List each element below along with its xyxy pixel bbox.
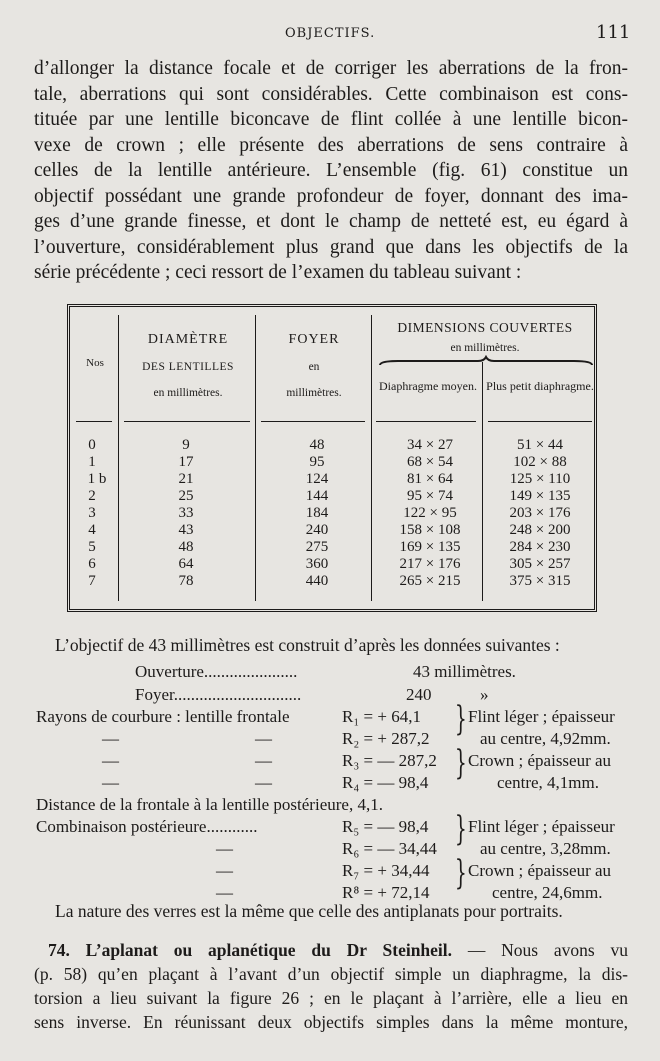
text-line: tituée par une lentille biconcave de flint collée à une lentille bicon-: [34, 109, 628, 130]
ditto-dash: —: [216, 839, 233, 858]
note-flint-3a: Flint léger ; épaisseur: [468, 817, 615, 836]
cell-moyen: 68 × 54: [407, 454, 453, 470]
cell-diametre: 48: [178, 539, 194, 555]
text-line: ges d’une grande finesse, et dont le champ de netteté est, eu égard à: [34, 211, 628, 232]
cell-petit: 51 × 44: [517, 437, 563, 453]
text-line: série précédente ; ceci ressort de l’examen du tableau suivant :: [34, 262, 522, 283]
cell-diametre: 21: [178, 471, 194, 487]
cell-moyen: 81 × 64: [407, 471, 453, 487]
cell-diametre: 25: [178, 488, 194, 504]
ditto-dash: —: [255, 751, 272, 770]
cell-petit: 125 × 110: [509, 471, 571, 487]
radius-r5: R₅ = — 98,4: [342, 817, 429, 836]
note-crown-4b: centre, 24,6mm.: [492, 883, 603, 902]
header-rule: [76, 421, 112, 422]
text-line: [34, 938, 628, 962]
cell-petit: 375 × 315: [509, 573, 571, 589]
intro-paragraph: [34, 56, 628, 286]
header-diaph-moyen: Diaphragme moyen.: [379, 379, 477, 393]
cell-no: 5: [88, 539, 96, 555]
cell-foyer: 240: [305, 522, 329, 538]
text-line: celles de la lentille antérieure. L’ensemble (fig. 61) constitue un: [34, 160, 628, 181]
radius-r8: R⁸ = + 72,14: [342, 883, 430, 902]
section-74: [34, 938, 628, 1034]
header-rule: [261, 421, 365, 422]
cell-foyer: 95: [309, 454, 325, 470]
header-nos: Nos: [86, 357, 104, 369]
cell-diametre: 17: [178, 454, 194, 470]
ditto-dash: —: [255, 773, 272, 792]
text-line: tale, aberrations qui sont considérables. Cette combinaison est cons-: [34, 83, 628, 105]
brace-icon: }: [454, 699, 467, 739]
header-diametre: DIAMÈTRE: [147, 332, 229, 347]
lens-table: [67, 304, 597, 612]
text-line: d’allonger la distance focale et de corriger les aberrations de la fron-: [34, 58, 628, 79]
note-crown-2b: centre, 4,1mm.: [497, 773, 599, 792]
text-line: (p. 58) qu’en plaçant à l’avant d’un objectif simple un diaphragme, la dis-: [34, 964, 628, 984]
radius-r4: R₄ = — 98,4: [342, 773, 429, 792]
cell-diametre: 33: [178, 505, 194, 521]
chapter-title: OBJECTIFS.: [285, 26, 376, 41]
header-dimensions-sub: en millimètres.: [450, 342, 520, 354]
cell-moyen: 217 × 176: [399, 556, 461, 572]
combinaison-label: Combinaison postérieure............: [36, 817, 258, 836]
cell-diametre: 43: [178, 522, 194, 538]
foyer-label: Foyer..............................: [135, 685, 302, 704]
brace-icon: }: [454, 743, 467, 783]
radius-r7: R₇ = + 34,44: [342, 861, 430, 880]
cell-no: 7: [88, 573, 96, 589]
cell-moyen: 158 × 108: [399, 522, 461, 538]
cell-petit: 305 × 257: [509, 556, 571, 572]
construction-intro: [55, 633, 635, 659]
header-rule: [488, 421, 592, 422]
text-line: L’objectif de 43 millimètres est construit d’après les données suivantes :: [55, 635, 560, 655]
running-head: [0, 20, 660, 44]
cell-diametre: 9: [182, 437, 190, 453]
note-crown-4a: Crown ; épaisseur au: [468, 861, 612, 880]
cell-no: 2: [88, 488, 96, 504]
cell-foyer: 275: [305, 539, 329, 555]
section-lead: — Nous avons vu: [467, 940, 628, 960]
cell-petit: 284 × 230: [509, 539, 571, 555]
cell-moyen: 34 × 27: [407, 437, 453, 453]
cell-petit: 149 × 135: [509, 488, 571, 504]
header-foyer-sub1: en: [308, 361, 320, 373]
ditto-dash: —: [102, 773, 119, 792]
note-flint-3b: au centre, 3,28mm.: [480, 839, 611, 858]
ouverture-value: 43 millimètres.: [413, 662, 516, 681]
note-flint-1b: au centre, 4,92mm.: [480, 729, 611, 748]
cell-petit: 203 × 176: [509, 505, 571, 521]
foyer-value: 240: [406, 685, 432, 704]
cell-no: 6: [88, 556, 96, 572]
brace-icon: [378, 355, 594, 367]
section-heading: 74. L’aplanat ou aplanétique du Dr Steinheil.: [48, 940, 453, 960]
foyer-ditto: »: [480, 685, 489, 704]
cell-diametre: 78: [178, 573, 194, 589]
ouverture-label: Ouverture......................: [135, 662, 298, 681]
cell-no: 4: [88, 522, 96, 538]
cell-no: 3: [88, 505, 96, 521]
radius-r1: R₁ = + 64,1: [342, 707, 421, 726]
cell-moyen: 169 × 135: [399, 539, 461, 555]
cell-moyen: 265 × 215: [399, 573, 461, 589]
cell-foyer: 48: [309, 437, 325, 453]
cell-petit: 248 × 200: [509, 522, 571, 538]
header-dimensions: DIMENSIONS COUVERTES: [397, 320, 573, 335]
cell-foyer: 440: [305, 573, 329, 589]
rayons-label: Rayons de courbure : lentille frontale: [36, 707, 290, 726]
cell-no: 1: [88, 454, 96, 470]
cell-foyer: 124: [305, 471, 329, 487]
cell-no: 0: [88, 437, 96, 453]
cell-no: 1 b: [87, 471, 107, 487]
cell-foyer: 144: [305, 488, 329, 504]
cell-petit: 102 × 88: [513, 454, 567, 470]
cell-moyen: 122 × 95: [403, 505, 457, 521]
header-foyer-sub2: millimètres.: [286, 387, 342, 399]
cell-diametre: 64: [178, 556, 194, 572]
glass-nature-note: [55, 899, 635, 925]
text-line: La nature des verres est la même que celle des antiplanats pour portraits.: [55, 901, 563, 921]
note-flint-1a: Flint léger ; épaisseur: [468, 707, 615, 726]
distance-line: Distance de la frontale à la lentille postérieure, 4,1.: [36, 795, 383, 814]
column-rule: [255, 315, 256, 601]
brace-icon: }: [454, 809, 467, 849]
text-line: l’ouverture, considérablement plus grand que dans les objectifs de la: [34, 236, 628, 258]
header-diametre-sub1: DES LENTILLES: [142, 361, 234, 373]
header-diametre-sub2: en millimètres.: [153, 387, 223, 399]
text-line: torsion a lieu suivant la figure 26 ; en le plaçant à l’arrière, elle a lieu en: [34, 988, 628, 1008]
column-rule: [118, 315, 119, 601]
radius-r2: R₂ = + 287,2: [342, 729, 430, 748]
text-line: vexe de crown ; elle présente des aberrations de sens contraire à: [34, 134, 628, 156]
page-number: 111: [596, 22, 631, 43]
cell-foyer: 360: [305, 556, 329, 572]
radius-r6: R₆ = — 34,44: [342, 839, 437, 858]
ditto-dash: —: [102, 729, 119, 748]
ditto-dash: —: [255, 729, 272, 748]
ditto-dash: —: [216, 861, 233, 880]
brace-icon: }: [454, 853, 467, 893]
note-crown-2a: Crown ; épaisseur au: [468, 751, 612, 770]
cell-foyer: 184: [305, 505, 329, 521]
text-line: objectif possédant une grande profondeur de foyer, donnant des ima-: [34, 185, 628, 207]
ditto-dash: —: [102, 751, 119, 770]
column-rule: [482, 362, 483, 601]
radius-r3: R₃ = — 287,2: [342, 751, 437, 770]
cell-moyen: 95 × 74: [407, 488, 453, 504]
ditto-dash: —: [216, 883, 233, 902]
header-rule: [376, 421, 476, 422]
header-foyer: FOYER: [288, 332, 340, 347]
column-rule: [371, 315, 372, 601]
text-line: sens inverse. En réunissant deux objectifs simples dans la même monture,: [34, 1012, 628, 1032]
header-rule: [124, 421, 250, 422]
header-diaph-petit: Plus petit diaphragme.: [486, 379, 594, 393]
